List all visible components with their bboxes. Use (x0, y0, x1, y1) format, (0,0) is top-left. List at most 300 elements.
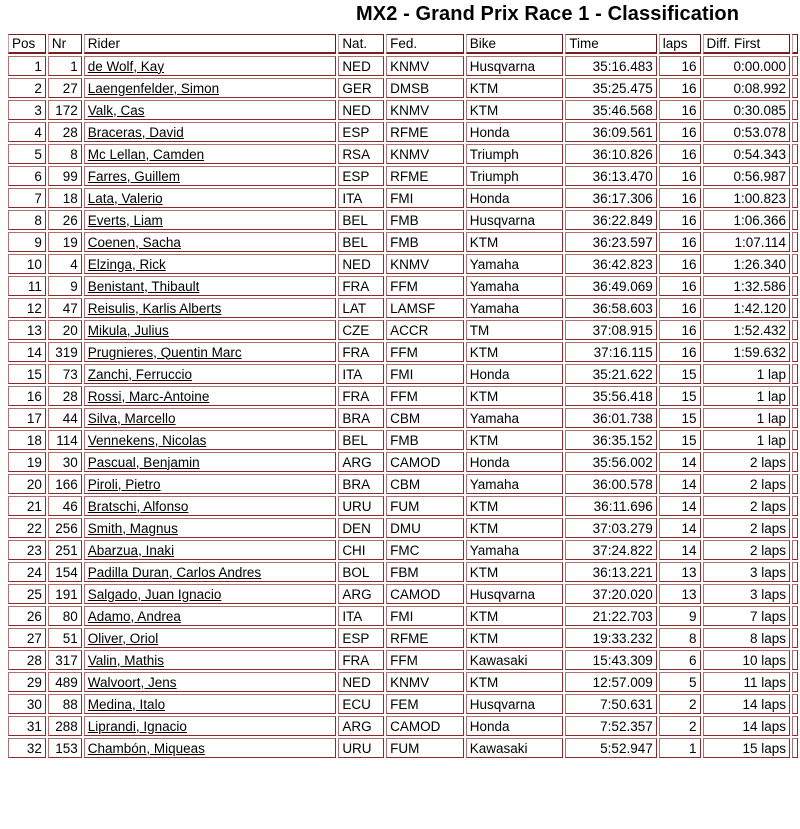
table-row (8, 430, 798, 450)
rider-name-link[interactable]: Benistant, Thibault (87, 278, 200, 294)
cell-nat: ARG (338, 716, 384, 736)
cell-laps: 16 (659, 320, 701, 340)
cell-rider-link (84, 562, 337, 582)
cell-nat: CHI (338, 540, 384, 560)
cell-time: 36:13.221 (565, 562, 657, 582)
cell-time: 37:03.279 (565, 518, 657, 538)
cell-bike: Triumph (466, 144, 564, 164)
cell-nr: 30 (48, 452, 82, 472)
cell-bike: Husqvarna (466, 210, 564, 230)
cell-bike: Yamaha (466, 408, 564, 428)
cell-nat: ARG (338, 584, 384, 604)
cell-nr: 28 (48, 386, 82, 406)
cell-time: 35:56.002 (565, 452, 657, 472)
cell-laps: 13 (659, 584, 701, 604)
cell-pos: 7 (8, 188, 46, 208)
cell-rider-link (84, 254, 337, 274)
cell-pos: 14 (8, 342, 46, 362)
cell-time: 36:58.603 (565, 298, 657, 318)
rider-name-link[interactable]: Smith, Magnus (87, 520, 178, 536)
cell-diff-first: 0:00.000 (703, 56, 790, 76)
cell-extra (792, 430, 798, 450)
cell-nr: 154 (48, 562, 82, 582)
rider-name-link[interactable]: Everts, Liam (87, 212, 163, 228)
cell-fed: FMI (386, 364, 464, 384)
header-pos: Pos (8, 34, 46, 54)
cell-fed: RFME (386, 122, 464, 142)
cell-laps: 16 (659, 166, 701, 186)
cell-diff-first: 0:56.987 (703, 166, 790, 186)
cell-nat: URU (338, 738, 384, 758)
cell-nr: 19 (48, 232, 82, 252)
rider-name-link[interactable]: Reisulis, Karlis Alberts (87, 300, 222, 316)
cell-nr: 80 (48, 606, 82, 626)
cell-extra (792, 78, 798, 98)
rider-name-link[interactable]: Farres, Guillem (87, 168, 181, 184)
rider-name-link[interactable]: Silva, Marcello (87, 410, 176, 426)
cell-laps: 15 (659, 386, 701, 406)
cell-rider-link (84, 386, 337, 406)
cell-nr: 46 (48, 496, 82, 516)
cell-extra (792, 144, 798, 164)
rider-name-link[interactable]: Elzinga, Rick (87, 256, 166, 272)
table-row (8, 628, 798, 648)
cell-time: 36:09.561 (565, 122, 657, 142)
cell-laps: 16 (659, 298, 701, 318)
cell-nat: NED (338, 254, 384, 274)
cell-nr: 73 (48, 364, 82, 384)
cell-bike: Husqvarna (466, 584, 564, 604)
cell-nat: ITA (338, 188, 384, 208)
cell-laps: 14 (659, 452, 701, 472)
cell-rider-link (84, 716, 337, 736)
cell-rider-link (84, 276, 337, 296)
cell-nr: 256 (48, 518, 82, 538)
cell-rider-link (84, 452, 337, 472)
cell-nat: BEL (338, 210, 384, 230)
cell-bike: TM (466, 320, 564, 340)
cell-bike: Yamaha (466, 254, 564, 274)
table-row (8, 78, 798, 98)
header-extra (792, 34, 798, 54)
rider-name-link[interactable]: Pascual, Benjamin (87, 454, 200, 470)
table-row (8, 694, 798, 714)
cell-nat: BRA (338, 474, 384, 494)
cell-laps: 15 (659, 364, 701, 384)
table-row (8, 210, 798, 230)
cell-time: 36:23.597 (565, 232, 657, 252)
cell-bike: KTM (466, 496, 564, 516)
cell-extra (792, 408, 798, 428)
cell-time: 35:21.622 (565, 364, 657, 384)
cell-fed: DMSB (386, 78, 464, 98)
header-diff-first: Diff. First (703, 34, 790, 54)
cell-bike: Kawasaki (466, 650, 564, 670)
cell-nat: ITA (338, 606, 384, 626)
cell-nr: 489 (48, 672, 82, 692)
cell-laps: 16 (659, 254, 701, 274)
rider-name-link[interactable]: Valin, Mathis (87, 652, 165, 668)
table-row (8, 276, 798, 296)
cell-diff-first: 1 lap (703, 386, 790, 406)
cell-pos: 29 (8, 672, 46, 692)
cell-fed: FEM (386, 694, 464, 714)
cell-diff-first: 1:42.120 (703, 298, 790, 318)
cell-time: 7:52.357 (565, 716, 657, 736)
rider-name-link[interactable]: Rossi, Marc-Antoine (87, 388, 210, 404)
cell-time: 36:00.578 (565, 474, 657, 494)
cell-laps: 15 (659, 430, 701, 450)
cell-bike: Honda (466, 452, 564, 472)
cell-time: 36:22.849 (565, 210, 657, 230)
cell-time: 35:46.568 (565, 100, 657, 120)
cell-fed: KNMV (386, 144, 464, 164)
cell-bike: KTM (466, 430, 564, 450)
table-row (8, 540, 798, 560)
cell-time: 12:57.009 (565, 672, 657, 692)
rider-name-link[interactable]: Coenen, Sacha (87, 234, 181, 250)
table-row (8, 144, 798, 164)
cell-laps: 15 (659, 408, 701, 428)
cell-bike: Yamaha (466, 298, 564, 318)
page-title: MX2 - Grand Prix Race 1 - Classification (356, 3, 740, 25)
rider-name-link[interactable]: Padilla Duran, Carlos Andres (87, 564, 262, 580)
table-row (8, 562, 798, 582)
cell-fed: FMB (386, 430, 464, 450)
cell-bike: Honda (466, 188, 564, 208)
cell-extra (792, 100, 798, 120)
rider-name-link[interactable]: Braceras, David (87, 124, 184, 140)
table-row (8, 188, 798, 208)
cell-rider-link (84, 342, 337, 362)
cell-bike: Yamaha (466, 276, 564, 296)
rider-name-link[interactable]: Piroli, Pietro (87, 476, 161, 492)
cell-laps: 16 (659, 78, 701, 98)
table-header-row (8, 34, 798, 54)
cell-time: 35:56.418 (565, 386, 657, 406)
cell-nr: 288 (48, 716, 82, 736)
classification-table (6, 32, 800, 760)
cell-nat: BOL (338, 562, 384, 582)
cell-nr: 153 (48, 738, 82, 758)
cell-rider-link (84, 408, 337, 428)
table-row (8, 232, 798, 252)
cell-nr: 47 (48, 298, 82, 318)
cell-pos: 28 (8, 650, 46, 670)
cell-rider-link (84, 100, 337, 120)
cell-rider-link (84, 650, 337, 670)
rider-name-link[interactable]: Valk, Cas (87, 102, 145, 118)
cell-nr: 8 (48, 144, 82, 164)
cell-time: 15:43.309 (565, 650, 657, 670)
table-row (8, 474, 798, 494)
cell-nat: URU (338, 496, 384, 516)
cell-extra (792, 716, 798, 736)
cell-rider-link (84, 78, 337, 98)
cell-extra (792, 518, 798, 538)
cell-extra (792, 672, 798, 692)
cell-rider-link (84, 694, 337, 714)
cell-extra (792, 540, 798, 560)
cell-extra (792, 496, 798, 516)
cell-diff-first: 15 laps (703, 738, 790, 758)
cell-laps: 16 (659, 342, 701, 362)
cell-time: 35:16.483 (565, 56, 657, 76)
cell-nat: FRA (338, 386, 384, 406)
cell-time: 36:10.826 (565, 144, 657, 164)
cell-diff-first: 3 laps (703, 562, 790, 582)
cell-fed: KNMV (386, 672, 464, 692)
cell-rider-link (84, 496, 337, 516)
cell-pos: 23 (8, 540, 46, 560)
cell-diff-first: 1 lap (703, 430, 790, 450)
cell-fed: FMB (386, 232, 464, 252)
cell-fed: CAMOD (386, 716, 464, 736)
cell-pos: 21 (8, 496, 46, 516)
cell-extra (792, 606, 798, 626)
cell-pos: 22 (8, 518, 46, 538)
cell-rider-link (84, 540, 337, 560)
cell-fed: KNMV (386, 254, 464, 274)
cell-nr: 44 (48, 408, 82, 428)
cell-diff-first: 1 lap (703, 364, 790, 384)
cell-pos: 18 (8, 430, 46, 450)
rider-name-link[interactable]: Mikula, Julius (87, 322, 169, 338)
cell-bike: KTM (466, 672, 564, 692)
rider-name-link[interactable]: Bratschi, Alfonso (87, 498, 189, 514)
cell-nat: ESP (338, 628, 384, 648)
cell-diff-first: 0:08.992 (703, 78, 790, 98)
cell-bike: KTM (466, 232, 564, 252)
table-row (8, 672, 798, 692)
rider-name-link[interactable]: Walvoort, Jens (87, 674, 177, 690)
table-row (8, 738, 798, 758)
table-row (8, 650, 798, 670)
cell-rider-link (84, 518, 337, 538)
rider-name-link[interactable]: Mc Lellan, Camden (87, 146, 205, 162)
cell-extra (792, 562, 798, 582)
cell-nr: 191 (48, 584, 82, 604)
cell-pos: 9 (8, 232, 46, 252)
table-row (8, 166, 798, 186)
cell-diff-first: 1:26.340 (703, 254, 790, 274)
cell-laps: 16 (659, 188, 701, 208)
cell-bike: Kawasaki (466, 738, 564, 758)
cell-extra (792, 122, 798, 142)
cell-nat: FRA (338, 650, 384, 670)
cell-fed: FBM (386, 562, 464, 582)
header-fed: Fed. (386, 34, 464, 54)
cell-pos: 17 (8, 408, 46, 428)
cell-pos: 31 (8, 716, 46, 736)
cell-extra (792, 232, 798, 252)
cell-fed: KNMV (386, 100, 464, 120)
cell-bike: KTM (466, 562, 564, 582)
cell-extra (792, 166, 798, 186)
cell-diff-first: 14 laps (703, 716, 790, 736)
cell-fed: DMU (386, 518, 464, 538)
cell-nat: ITA (338, 364, 384, 384)
cell-pos: 19 (8, 452, 46, 472)
cell-nat: FRA (338, 342, 384, 362)
cell-nr: 88 (48, 694, 82, 714)
cell-laps: 16 (659, 276, 701, 296)
cell-pos: 5 (8, 144, 46, 164)
cell-fed: KNMV (386, 56, 464, 76)
cell-time: 36:17.306 (565, 188, 657, 208)
cell-laps: 6 (659, 650, 701, 670)
rider-name-link[interactable]: de Wolf, Kay (87, 58, 165, 74)
cell-extra (792, 56, 798, 76)
cell-extra (792, 298, 798, 318)
cell-diff-first: 2 laps (703, 496, 790, 516)
cell-diff-first: 11 laps (703, 672, 790, 692)
cell-time: 36:01.738 (565, 408, 657, 428)
cell-nr: 319 (48, 342, 82, 362)
rider-name-link[interactable]: Prugnieres, Quentin Marc (87, 344, 242, 360)
cell-rider-link (84, 584, 337, 604)
cell-nat: FRA (338, 276, 384, 296)
rider-name-link[interactable]: Zanchi, Ferruccio (87, 366, 193, 382)
cell-nat: ECU (338, 694, 384, 714)
cell-fed: CBM (386, 408, 464, 428)
cell-laps: 8 (659, 628, 701, 648)
cell-diff-first: 10 laps (703, 650, 790, 670)
cell-extra (792, 276, 798, 296)
cell-pos: 27 (8, 628, 46, 648)
cell-pos: 1 (8, 56, 46, 76)
cell-fed: FMB (386, 210, 464, 230)
cell-rider-link (84, 166, 337, 186)
cell-extra (792, 584, 798, 604)
cell-diff-first: 1:32.586 (703, 276, 790, 296)
cell-laps: 14 (659, 496, 701, 516)
cell-pos: 2 (8, 78, 46, 98)
rider-name-link[interactable]: Lata, Valerio (87, 190, 163, 206)
cell-nat: RSA (338, 144, 384, 164)
cell-extra (792, 254, 798, 274)
cell-nr: 166 (48, 474, 82, 494)
rider-name-link[interactable]: Oliver, Oriol (87, 630, 159, 646)
table-row (8, 606, 798, 626)
cell-extra (792, 386, 798, 406)
rider-name-link[interactable]: Medina, Italo (87, 696, 166, 712)
cell-fed: ACCR (386, 320, 464, 340)
cell-fed: FUM (386, 738, 464, 758)
cell-diff-first: 7 laps (703, 606, 790, 626)
cell-nat: ARG (338, 452, 384, 472)
rider-name-link[interactable]: Adamo, Andrea (87, 608, 181, 624)
cell-nr: 28 (48, 122, 82, 142)
cell-time: 21:22.703 (565, 606, 657, 626)
cell-pos: 20 (8, 474, 46, 494)
rider-name-link[interactable]: Laengenfelder, Simon (87, 80, 220, 96)
cell-time: 7:50.631 (565, 694, 657, 714)
cell-time: 36:42.823 (565, 254, 657, 274)
cell-diff-first: 2 laps (703, 474, 790, 494)
cell-time: 19:33.232 (565, 628, 657, 648)
cell-diff-first: 0:53.078 (703, 122, 790, 142)
cell-time: 36:35.152 (565, 430, 657, 450)
cell-nr: 4 (48, 254, 82, 274)
cell-bike: Husqvarna (466, 56, 564, 76)
cell-nr: 9 (48, 276, 82, 296)
cell-pos: 24 (8, 562, 46, 582)
cell-fed: RFME (386, 628, 464, 648)
header-time: Time (565, 34, 657, 54)
rider-name-link[interactable]: Liprandi, Ignacio (87, 718, 187, 734)
cell-rider-link (84, 320, 337, 340)
table-row (8, 342, 798, 362)
cell-laps: 1 (659, 738, 701, 758)
cell-nat: LAT (338, 298, 384, 318)
cell-diff-first: 1:07.114 (703, 232, 790, 252)
cell-extra (792, 474, 798, 494)
table-row (8, 298, 798, 318)
cell-time: 37:16.115 (565, 342, 657, 362)
cell-laps: 5 (659, 672, 701, 692)
cell-nr: 20 (48, 320, 82, 340)
cell-bike: Honda (466, 364, 564, 384)
cell-time: 35:25.475 (565, 78, 657, 98)
cell-nr: 27 (48, 78, 82, 98)
cell-extra (792, 452, 798, 472)
cell-pos: 11 (8, 276, 46, 296)
cell-nat: GER (338, 78, 384, 98)
cell-rider-link (84, 430, 337, 450)
cell-rider-link (84, 474, 337, 494)
rider-name-link[interactable]: Vennekens, Nicolas (87, 432, 207, 448)
cell-time: 37:08.915 (565, 320, 657, 340)
table-body (8, 56, 798, 758)
cell-pos: 3 (8, 100, 46, 120)
cell-rider-link (84, 144, 337, 164)
cell-extra (792, 210, 798, 230)
rider-name-link[interactable]: Chambón, Miqueas (87, 740, 205, 756)
header-nr: Nr (48, 34, 82, 54)
rider-name-link[interactable]: Abarzua, Inaki (87, 542, 175, 558)
cell-pos: 12 (8, 298, 46, 318)
cell-fed: CAMOD (386, 452, 464, 472)
table-row (8, 364, 798, 384)
cell-pos: 16 (8, 386, 46, 406)
cell-laps: 9 (659, 606, 701, 626)
cell-laps: 16 (659, 210, 701, 230)
cell-nr: 51 (48, 628, 82, 648)
cell-laps: 16 (659, 144, 701, 164)
cell-pos: 32 (8, 738, 46, 758)
cell-nat: BRA (338, 408, 384, 428)
cell-nat: ESP (338, 122, 384, 142)
cell-extra (792, 188, 798, 208)
cell-fed: LAMSF (386, 298, 464, 318)
cell-rider-link (84, 364, 337, 384)
cell-laps: 16 (659, 56, 701, 76)
cell-diff-first: 1:52.432 (703, 320, 790, 340)
cell-rider-link (84, 628, 337, 648)
cell-diff-first: 14 laps (703, 694, 790, 714)
cell-bike: KTM (466, 606, 564, 626)
cell-extra (792, 694, 798, 714)
cell-bike: Honda (466, 122, 564, 142)
cell-fed: CAMOD (386, 584, 464, 604)
cell-nat: ESP (338, 166, 384, 186)
rider-name-link[interactable]: Salgado, Juan Ignacio (87, 586, 222, 602)
cell-rider-link (84, 298, 337, 318)
cell-nr: 172 (48, 100, 82, 120)
cell-pos: 15 (8, 364, 46, 384)
cell-pos: 26 (8, 606, 46, 626)
